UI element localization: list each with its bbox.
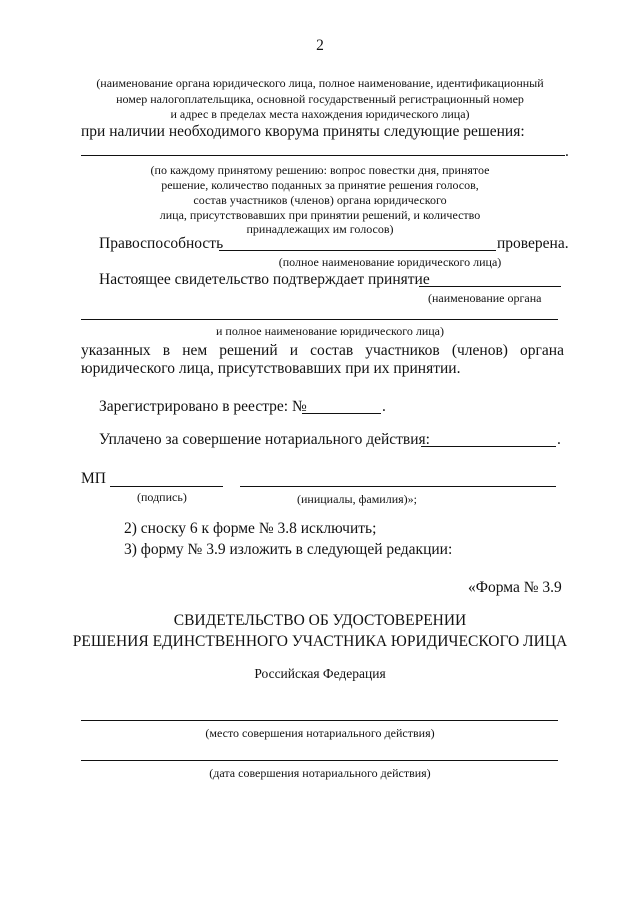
caption-line-2: номер налогоплательщика, основной государственный регистрационный номер <box>116 92 524 106</box>
certificate-caption-center: и полное наименование юридического лица) <box>216 324 444 338</box>
amendment-3: 3) форму № 3.9 изложить в следующей редакции: <box>124 541 453 558</box>
caption-line-3: и адрес в пределах места нахождения юридического лица) <box>170 107 470 121</box>
registry-number-line <box>302 413 381 414</box>
word: в <box>162 342 171 359</box>
place-line <box>81 720 558 721</box>
word: состав <box>310 342 354 359</box>
certificate-caption-right: (наименование органа <box>428 291 542 305</box>
date-line <box>81 760 558 761</box>
word: нем <box>182 342 208 359</box>
place-caption: (место совершения нотариального действия) <box>205 726 435 740</box>
decisions-period: . <box>565 143 569 160</box>
certificate-line-1 <box>419 286 561 287</box>
caption-line-1: (наименование органа юридического лица, полное наименование, идентификационный <box>96 76 544 90</box>
certificate-line-2-text: юридического лица, присутствовавших при их принятии. <box>81 360 461 377</box>
word: (членов) <box>451 342 508 359</box>
word: и <box>289 342 299 359</box>
decisions-caption-3: состав участников (членов) органа юридического <box>193 193 447 207</box>
certificate-line-2 <box>81 319 558 320</box>
word: указанных <box>81 342 151 359</box>
signature-caption: (подпись) <box>137 490 187 504</box>
date-caption: (дата совершения нотариального действия) <box>209 766 431 780</box>
quorum-text: при наличии необходимого кворума приняты следующие решения: <box>81 123 525 140</box>
capacity-caption: (полное наименование юридического лица) <box>278 255 502 269</box>
certificate-text: Настоящее свидетельство подтверждает принятие <box>99 271 430 288</box>
word: органа <box>520 342 564 359</box>
decisions-line <box>81 155 565 156</box>
decisions-caption-4: лица, присутствовавших при принятии решений, и количество <box>159 208 481 222</box>
amendment-2: 2) сноску 6 к форме № 3.8 исключить; <box>124 520 377 537</box>
word: участников <box>365 342 440 359</box>
certificate-justified-line <box>81 342 564 360</box>
decisions-caption-2: решение, количество поданных за принятие решения голосов, <box>161 178 479 192</box>
form-title-line-2: РЕШЕНИЯ ЕДИНСТВЕННОГО УЧАСТНИКА ЮРИДИЧЕСКОГО ЛИЦА <box>72 633 568 650</box>
signature-line <box>110 486 223 487</box>
country-label: Российская Федерация <box>254 666 386 681</box>
word: решений <box>219 342 278 359</box>
capacity-suffix: проверена. <box>497 235 569 252</box>
form-number: «Форма № 3.9 <box>468 579 562 596</box>
registry-end: . <box>382 398 386 415</box>
paid-label: Уплачено за совершение нотариального действия: <box>99 431 430 448</box>
name-line <box>240 486 556 487</box>
form-title-line-1: СВИДЕТЕЛЬСТВО ОБ УДОСТОВЕРЕНИИ <box>173 612 467 629</box>
capacity-label: Правоспособность <box>99 235 224 252</box>
name-caption: (инициалы, фамилия)»; <box>297 492 417 506</box>
decisions-caption-5: принадлежащих им голосов) <box>246 222 394 236</box>
page-number: 2 <box>316 37 324 54</box>
paid-amount-line <box>421 446 556 447</box>
mp-label: МП <box>81 470 106 487</box>
paid-end: . <box>557 431 561 448</box>
decisions-caption-1: (по каждому принятому решению: вопрос повестки дня, принятое <box>150 163 490 177</box>
capacity-line <box>219 250 496 251</box>
registry-label: Зарегистрировано в реестре: № <box>99 398 307 415</box>
